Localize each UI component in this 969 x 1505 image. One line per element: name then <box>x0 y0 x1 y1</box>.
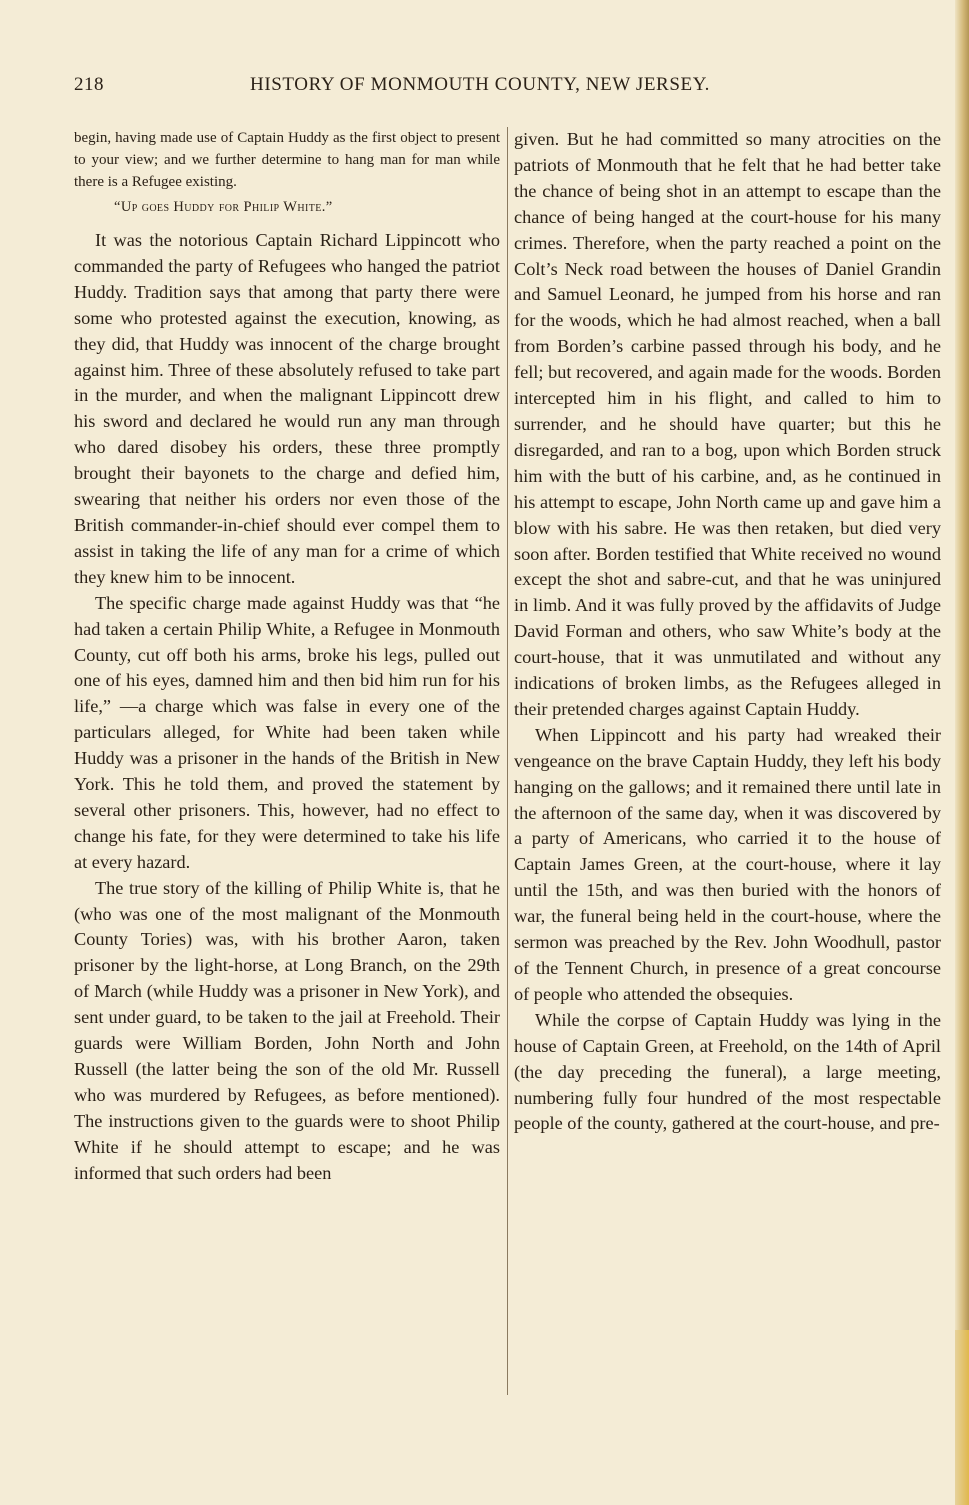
paragraph: When Lippincott and his party had wreaked their vengeance on the brave Captain Huddy, they left his body hanging on the gallows; and it remained there until late in the afternoon of the same day, when it was discovered by a party of Americans, who carried it to the house of Captain James Green, at the court-house, where it lay until the 15th, and was then buried with the honors of war, the funeral being held in the court-house, where the sermon was preached by the Rev. John Woodhull, pastor of the Tennent Church, in presence of a great concourse of people who attended the obsequies. <box>514 724 941 1004</box>
paragraph: The true story of the killing of Philip White is, that he (who was one of the most malignant of the Monmouth County Tories) was, with his brother Aaron, taken prisoner by the light-horse, at Long Branch, on the 29th of March (while Huddy was a prisoner in New York), and sent under guard, to be taken to the jail at Freehold. Their guards were William Borden, John North and John Russell (the latter being the son of the old Mr. Russell who was murdered by Refugees, as before mentioned). The instructions given to the guards were to shoot Philip White if he should attempt to escape; and he was informed that such orders had been <box>74 877 500 1183</box>
intro-text: begin, having made use of Captain Huddy as the first object to present to your view; and we further determine to hang man for man while there is a Refugee existing. <box>74 130 500 190</box>
right-column <box>514 127 941 1137</box>
running-title: HISTORY OF MONMOUTH COUNTY, NEW JERSEY. <box>250 74 710 95</box>
paragraph: It was the notorious Captain Richard Lippincott who commanded the party of Refugees who hanged the patriot Huddy. Tradition says that among that party there were some who protested against the execution, knowing, as they did, that Huddy was innocent of the charge brought against him. Three of these absolutely refused to take part in the murder, and when the malignant Lippincott drew his sword and declared he would run any man through who dared disobey his orders, these three promptly brought their bayonets to the charge and defied him, swearing that neither his orders nor even those of the British commander-in-chief should ever compel them to assist in taking the life of any man for a crime of which they knew him to be innocent. <box>74 230 500 587</box>
continued-paragraph: given. But he had committed so many atrocities on the patriots of Monmouth that he felt that he had better take the chance of being shot in an attempt to escape than the chance of being hanged at the court-house for his many crimes. Therefore, when the party reached a point on the Colt’s Neck road between the houses of Daniel Grandin and Samuel Leonard, he jumped from his horse and ran for the woods, which he had almost reached, when a ball from Borden’s carbine passed through his body, and he fell; but recovered, and again made for the woods. Borden intercepted him in his flight, and called to him to surrender, and he should have quarter; but this he disregarded, and ran to a bog, upon which Borden struck him with the butt of his carbine, and, as he continued in his attempt to escape, John North came up and gave him a blow with his sabre. He was then retaken, but died very soon after. Borden testified that White received no wound except the shot and sabre-cut, and that he was uninjured in limb. And it was fully proved by the affidavits of Judge David Forman and others, who saw White’s body at the court-house, that it was unmutilated and without any indications of broken limbs, as the Refugees alleged in their pretended charges against Captain Huddy. <box>514 129 941 719</box>
slogan: “Up goes Huddy for Philip White.” <box>114 199 333 215</box>
left-column <box>74 127 500 1187</box>
spacer <box>74 218 500 228</box>
paragraph: While the corpse of Captain Huddy was lying in the house of Captain Green, at Freehold, on the 14th of April (the day preceding the funeral), a large meeting, numbering fully four hundred of the most respectable people of the county, gathered at the court-house, and pre- <box>514 1009 941 1134</box>
paragraph: The specific charge made against Huddy was that “he had taken a certain Philip White, a Refugee in Monmouth County, cut off both his arms, broke his legs, pulled out one of his eyes, damned him and then bid him run for his life,” —a charge which was false in every one of the particulars alleged, for White had been taken while Huddy was a prisoner in the hands of the British in New York. This he told them, and proved the statement by several other prisoners. This, however, had no effect to change his fate, for they were determined to take his life at every hazard. <box>74 592 500 872</box>
page-edge <box>955 0 969 1505</box>
page-number: 218 <box>74 74 104 95</box>
page-header <box>74 74 934 104</box>
page-edge-stain <box>955 1330 969 1505</box>
column-divider <box>507 127 508 1395</box>
